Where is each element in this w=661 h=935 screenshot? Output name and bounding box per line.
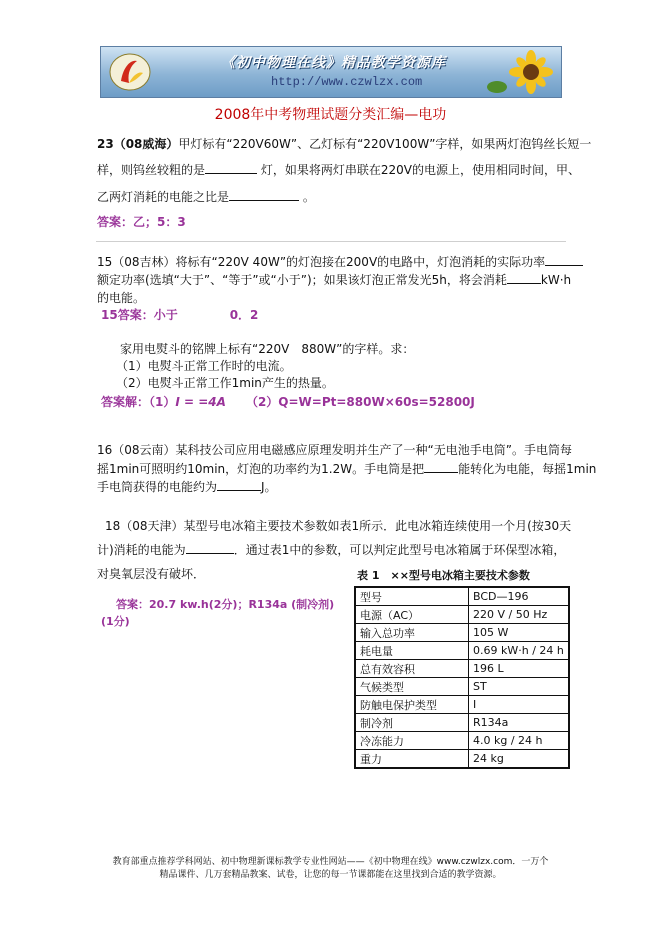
q16-text-3a: 手电筒获得的电能约为 <box>97 480 218 494</box>
q23-text-2a: 样，则钨丝较粗的是 <box>97 163 206 177</box>
q16-text-3b: J。 <box>261 480 277 494</box>
q23-number: 23（08威海） <box>97 137 179 151</box>
table-row <box>355 714 569 732</box>
q16-blank-2 <box>217 479 261 491</box>
q23-text-2b: 灯，如果将两灯串联在220V的电源上，使用相同时间，甲、 <box>260 163 580 177</box>
table-row <box>355 750 569 769</box>
q15-line-2 <box>97 271 571 288</box>
q18-line-1: 18（08天津）某型号电冰箱主要技术参数如表1所示．此电冰箱连续使用一个月(按30天 <box>105 519 572 533</box>
table-row <box>355 606 569 624</box>
banner-title: 《初中物理在线》精品教学资源库 <box>221 55 446 71</box>
spec-value: Ⅰ <box>469 696 570 714</box>
q16-text-2a: 摇1min可照明约10min，灯泡的功率约为1.2W。手电筒是把 <box>97 462 425 476</box>
table-row <box>355 642 569 660</box>
q23-text-3a: 乙两灯消耗的电能之比是 <box>97 190 230 204</box>
q15-blank-1 <box>545 254 583 266</box>
spec-key: 制冷剂 <box>355 714 469 732</box>
q23-line-1 <box>97 135 591 152</box>
spec-value: 0.69 kW·h / 24 h <box>469 642 570 660</box>
q15-answer-value: 0．2 <box>229 308 259 322</box>
q23-text-1: 甲灯标有“220V60W”、乙灯标有“220V100W”字样，如果两灯泡钨丝长短一 <box>178 137 592 151</box>
table-row <box>355 660 569 678</box>
q16-line-1: 16（08云南）某科技公司应用电磁感应原理发明并生产了一种“无电池手电筒”。手电筒每 <box>97 443 572 457</box>
q16-text-2b: 能转化为电能，每摇1min <box>458 462 597 476</box>
spec-key: 气候类型 <box>355 678 469 696</box>
q15-text-2a: 额定功率(选填“大于”、“等于”或“小于”)；如果该灯泡正常发光5h，将会消耗 <box>97 273 507 287</box>
spec-value: ST <box>469 678 570 696</box>
spec-value: R134a <box>469 714 570 732</box>
q15-answer-label: 15答案：小于 <box>101 308 178 322</box>
spec-key: 电源（AC） <box>355 606 469 624</box>
q23-line-2 <box>97 161 580 178</box>
q15-text-1: 15（08吉林）将标有“220V 40W”的灯泡接在200V的电路中，灯泡消耗的实际功率 <box>97 255 546 269</box>
table-row <box>355 624 569 642</box>
q18-answer-1: 答案：20.7 kw.h(2分)；R134a (制冷剂) <box>116 598 335 611</box>
divider <box>96 241 566 242</box>
table-row <box>355 696 569 714</box>
q23-line-3 <box>97 188 315 205</box>
spec-key: 型号 <box>355 587 469 606</box>
spec-key: 总有效容积 <box>355 660 469 678</box>
table-row <box>355 587 569 606</box>
q18-line-3: 对臭氧层没有破坏． <box>97 567 206 581</box>
spec-key: 防触电保护类型 <box>355 696 469 714</box>
q18-answer-2: (1分) <box>101 615 130 628</box>
spec-table <box>354 586 570 769</box>
q15-answer <box>101 306 258 323</box>
sunflower-icon <box>483 49 555 95</box>
page-title: 2008年中考物理试题分类汇编—电功 <box>214 107 447 123</box>
site-banner <box>100 46 562 98</box>
spec-key: 耗电量 <box>355 642 469 660</box>
table-row <box>355 732 569 750</box>
iron-item-2: （2）电熨斗正常工作1min产生的热量。 <box>116 376 334 390</box>
q23-blank-1 <box>205 162 257 174</box>
q15-blank-2 <box>507 272 541 284</box>
spec-key: 重力 <box>355 750 469 769</box>
banner-url[interactable]: http://www.czwlzx.com <box>271 75 423 89</box>
spec-key: 输入总功率 <box>355 624 469 642</box>
spec-value: 105 W <box>469 624 570 642</box>
spec-table-caption: 表 1 ××型号电冰箱主要技术参数 <box>357 569 530 582</box>
q16-blank-1 <box>424 461 458 473</box>
site-logo-icon <box>107 51 153 93</box>
iron-answer <box>101 393 475 410</box>
q23-answer: 答案：乙；5：3 <box>97 215 186 229</box>
footer-line-1: 教育部重点推荐学科网站、初中物理新课标教学专业性网站——《初中物理在线》www.czwlzx.com．一万个 <box>112 857 549 867</box>
spec-value: BCD—196 <box>469 587 570 606</box>
iron-intro: 家用电熨斗的铭牌上标有“220V 880W”的字样。求： <box>120 342 415 356</box>
iron-answer-1: I = =4A <box>175 395 226 409</box>
iron-answer-label: 答案解：（1） <box>101 395 176 409</box>
q16-line-2 <box>97 460 596 477</box>
q15-line-1 <box>97 253 583 270</box>
spec-key: 冷冻能力 <box>355 732 469 750</box>
iron-answer-2: （2）Q=W=Pt=880W×60s=52800J <box>245 395 475 409</box>
q15-text-2b: kW·h <box>540 273 572 287</box>
q18-text-2a: 计)消耗的电能为 <box>97 543 186 557</box>
footer-line-2: 精品课件、几万套精品教案、试卷，让您的每一节课都能在这里找到合适的教学资源。 <box>159 870 502 880</box>
spec-value: 4.0 kg / 24 h <box>469 732 570 750</box>
q23-text-3b: 。 <box>302 190 315 204</box>
iron-item-1: （1）电熨斗正常工作时的电流。 <box>116 359 292 373</box>
q15-line-3: 的电能。 <box>97 291 146 305</box>
q18-blank-1 <box>186 542 234 554</box>
spec-value: 196 L <box>469 660 570 678</box>
q18-text-2b: ．通过表1中的参数，可以判定此型号电冰箱属于环保型冰箱， <box>233 543 566 557</box>
table-row <box>355 678 569 696</box>
q18-line-2 <box>97 541 565 558</box>
spec-value: 24 kg <box>469 750 570 769</box>
spec-value: 220 V / 50 Hz <box>469 606 570 624</box>
q16-line-3 <box>97 478 277 495</box>
q23-blank-2 <box>229 189 299 201</box>
